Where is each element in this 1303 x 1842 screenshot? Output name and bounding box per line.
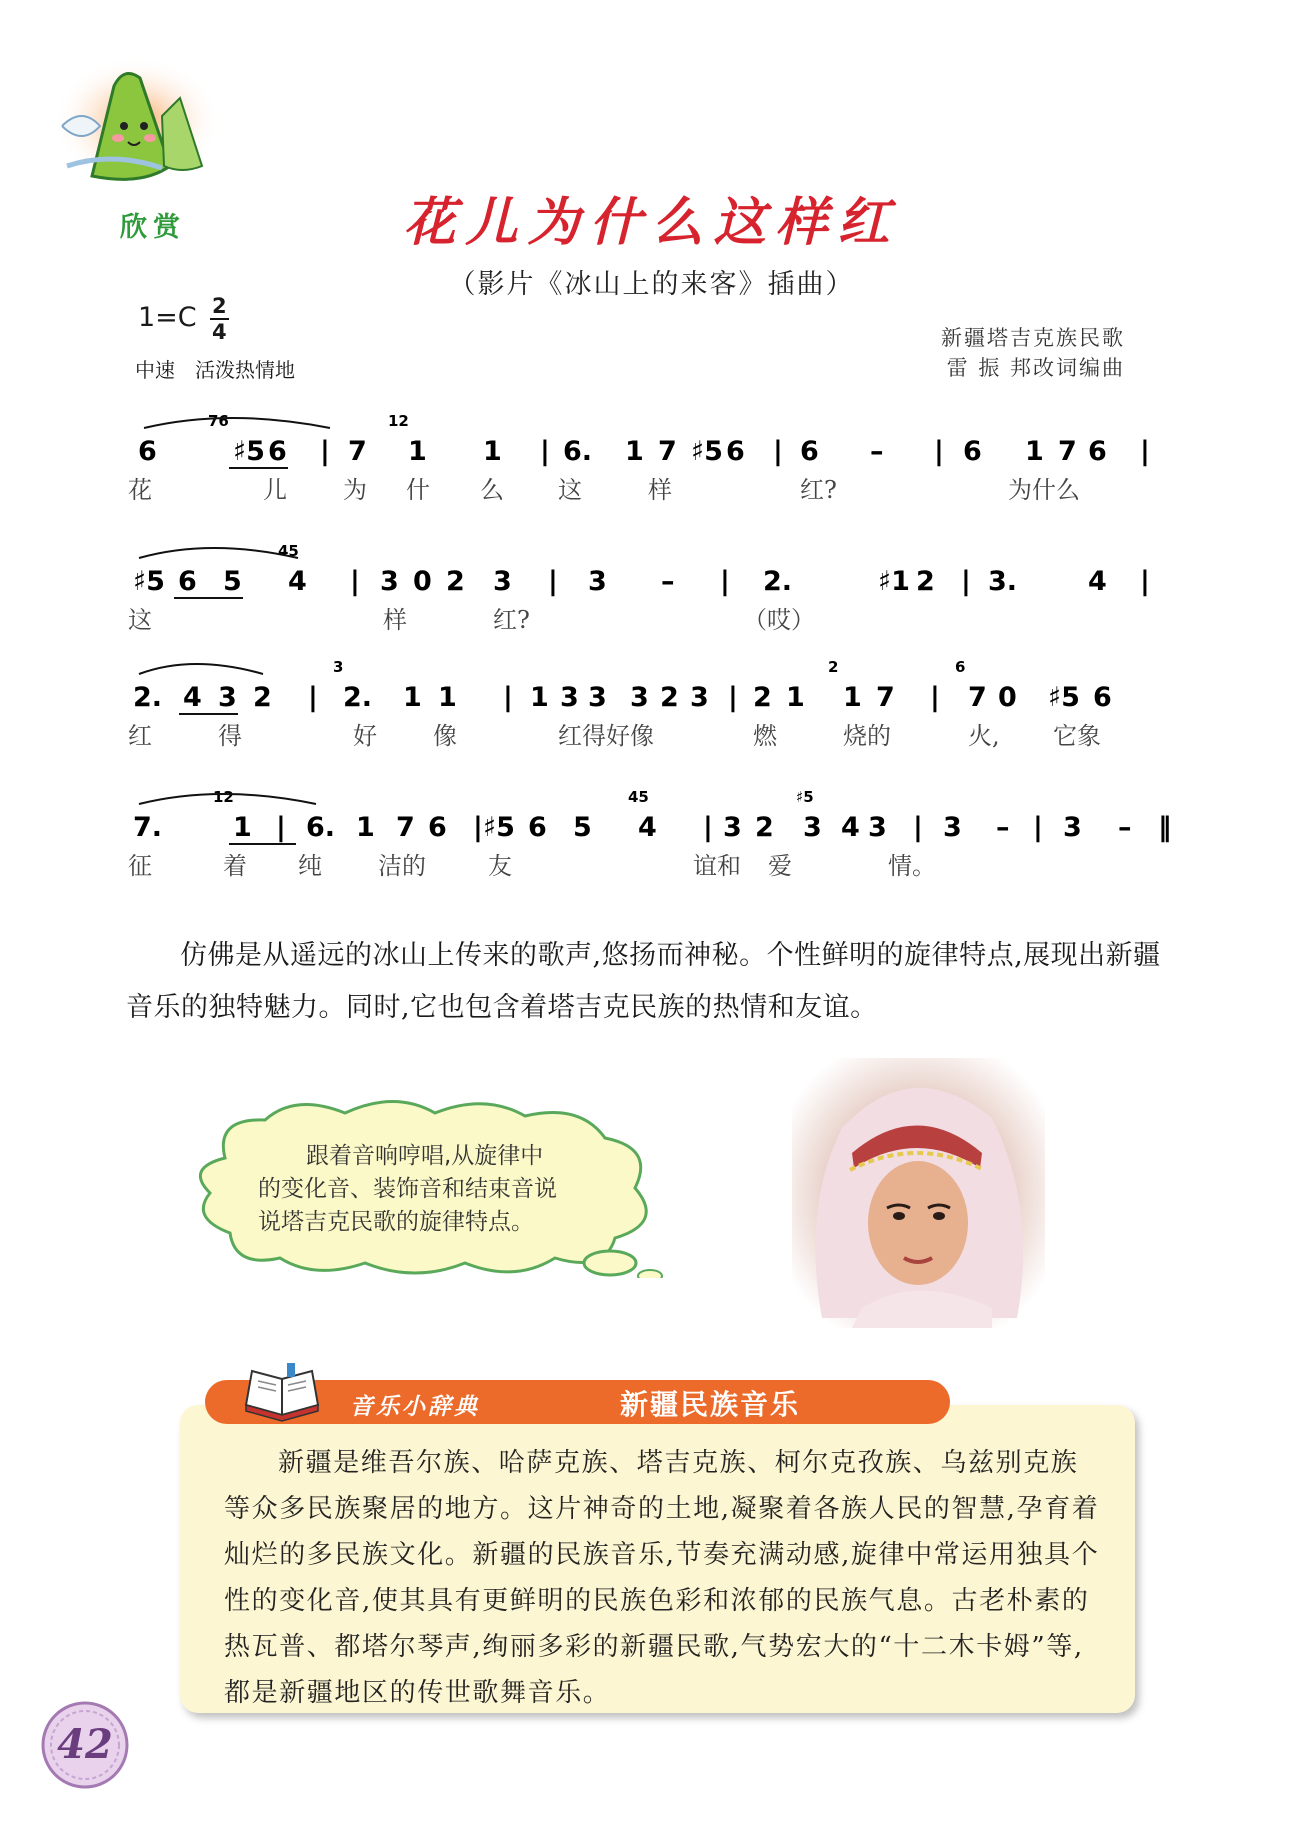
barline: | xyxy=(320,436,330,467)
note: 6 xyxy=(178,566,197,597)
barline: | xyxy=(473,812,483,843)
note: 4 xyxy=(1088,566,1107,597)
note: 6 xyxy=(138,436,157,467)
grace-note: 2 xyxy=(828,658,839,676)
note: 6. xyxy=(306,812,336,843)
grace-note: 76 xyxy=(208,412,229,430)
time-signature-bottom: 4 xyxy=(212,320,227,344)
note: 7 xyxy=(396,812,415,843)
note: 1 xyxy=(1025,436,1044,467)
note: 0 xyxy=(998,682,1017,713)
grace-note: 12 xyxy=(213,788,234,806)
lyric: 情。 xyxy=(888,852,936,880)
note: 2. xyxy=(133,682,163,713)
lyric: 样 xyxy=(383,606,407,634)
lyric: 么 xyxy=(480,476,504,504)
lyric: 好 xyxy=(353,722,377,750)
lyric: 这 xyxy=(128,606,152,634)
grace-note: 45 xyxy=(278,542,299,560)
note: 2. xyxy=(763,566,793,597)
barline: | xyxy=(350,566,360,597)
note: 3 xyxy=(868,812,887,843)
lyric: 火, xyxy=(968,722,1000,750)
lyric: 着 xyxy=(223,852,247,880)
note: 3 xyxy=(560,682,579,713)
note: 1 xyxy=(438,682,457,713)
note: 7 xyxy=(1058,436,1077,467)
note: 2. xyxy=(343,682,373,713)
grace-note: ♯5 xyxy=(796,788,814,806)
note: 3 xyxy=(380,566,399,597)
note: 3 xyxy=(723,812,742,843)
dictionary-label: 音乐小辞典 xyxy=(350,1393,480,1420)
note: 4 xyxy=(183,682,202,713)
barline: | xyxy=(1033,812,1043,843)
bubble-text xyxy=(258,1140,598,1239)
intro-paragraph: 仿佛是从遥远的冰山上传来的歌声,悠扬而神秘。个性鲜明的旋律特点,展现出新疆音乐的独特魅力。同时,它也包含着塔吉克民族的热情和友谊。 xyxy=(126,940,1161,1023)
note: 1 xyxy=(530,682,549,713)
note: 2 xyxy=(916,566,935,597)
grace-note: 45 xyxy=(628,788,649,806)
grace-note: 12 xyxy=(388,412,409,430)
note: 6 xyxy=(963,436,982,467)
lyric-line-3 xyxy=(128,716,1168,748)
lyric: 红 xyxy=(128,722,152,750)
note: – xyxy=(661,566,675,597)
note: 4 xyxy=(638,812,657,843)
barline: | xyxy=(1140,566,1150,597)
note: 7 xyxy=(876,682,895,713)
note: 7. xyxy=(133,812,163,843)
lyric: 样 xyxy=(648,476,672,504)
lyric: （哎） xyxy=(743,606,815,634)
note: 3 xyxy=(630,682,649,713)
mascot-mountain-icon xyxy=(52,56,222,196)
note: ♯5 xyxy=(1048,682,1080,713)
barline: | xyxy=(720,566,730,597)
note: 3 xyxy=(943,812,962,843)
barline: | xyxy=(961,566,971,597)
lyric-line-2 xyxy=(128,600,1168,632)
note: 3 xyxy=(588,682,607,713)
lyric: 为什么 xyxy=(1008,476,1080,504)
barline: | xyxy=(276,812,286,843)
note: 6 xyxy=(1088,436,1107,467)
lyric: 儿 xyxy=(263,476,287,504)
lyric: 什 xyxy=(406,476,430,504)
note: 6 xyxy=(800,436,819,467)
lyric-line-4 xyxy=(128,846,1168,878)
note: 3 xyxy=(690,682,709,713)
note: 2 xyxy=(660,682,679,713)
barline: | xyxy=(308,682,318,713)
page-title: 花儿为什么这样红 xyxy=(403,192,900,253)
lyric: 爱 xyxy=(768,852,792,880)
lyric: 友 xyxy=(488,852,512,880)
tajik-woman-photo xyxy=(792,1058,1045,1328)
note: 2 xyxy=(755,812,774,843)
lyric: 燃 xyxy=(753,722,777,750)
bubble-line-3: 说塔吉克民歌的旋律特点。 xyxy=(258,1209,534,1235)
slur xyxy=(144,418,330,428)
note: 1 xyxy=(356,812,375,843)
lyric: 为 xyxy=(343,476,367,504)
time-signature-top: 2 xyxy=(212,294,227,318)
barline: | xyxy=(728,682,738,713)
note: ♯5 xyxy=(133,566,165,597)
note: 4 xyxy=(288,566,307,597)
note: 1 xyxy=(786,682,805,713)
lyric: 像 xyxy=(433,722,457,750)
note: 1 xyxy=(403,682,422,713)
barline: | xyxy=(503,682,513,713)
lyric: 它象 xyxy=(1053,722,1101,750)
note: 3 xyxy=(1063,812,1082,843)
note: 1 xyxy=(483,436,502,467)
lyric: 征 xyxy=(128,852,152,880)
barline: | xyxy=(548,566,558,597)
note: ♯5 xyxy=(691,436,723,467)
note: 0 xyxy=(413,566,432,597)
barline: | xyxy=(930,682,940,713)
note: 6 xyxy=(428,812,447,843)
note: 3 xyxy=(588,566,607,597)
barline: | xyxy=(913,812,923,843)
note: 5 xyxy=(223,566,242,597)
note: 1 xyxy=(843,682,862,713)
grace-note: 3 xyxy=(333,658,344,676)
grace-note: 6 xyxy=(955,658,966,676)
note: 3 xyxy=(493,566,512,597)
note: 2 xyxy=(446,566,465,597)
note: 6 xyxy=(726,436,745,467)
lyric: 得 xyxy=(218,722,242,750)
note: 4 xyxy=(841,812,860,843)
barline: | xyxy=(703,812,713,843)
dictionary-title: 新疆民族音乐 xyxy=(620,1388,801,1421)
lyric: 纯 xyxy=(298,852,322,880)
note: – xyxy=(996,812,1010,843)
book-icon xyxy=(242,1357,322,1423)
lyric: 红得好像 xyxy=(558,722,654,750)
note: 6. xyxy=(563,436,593,467)
lyric: 洁的 xyxy=(378,852,426,880)
slur xyxy=(139,664,263,674)
song-origin: 新疆塔吉克族民歌 xyxy=(941,326,1125,350)
lyric-line-1 xyxy=(128,470,1168,502)
lyric: 烧的 xyxy=(843,722,891,750)
note: 6 xyxy=(1093,682,1112,713)
note: 7 xyxy=(348,436,367,467)
barline: ‖ xyxy=(1158,812,1172,843)
barline: | xyxy=(540,436,550,467)
lyric: 谊和 xyxy=(693,852,741,880)
note: – xyxy=(870,436,884,467)
note: 1 xyxy=(408,436,427,467)
note: 3 xyxy=(803,812,822,843)
note: – xyxy=(1118,812,1132,843)
note: 7 xyxy=(968,682,987,713)
note: 6 xyxy=(528,812,547,843)
note: 1 xyxy=(625,436,644,467)
slur xyxy=(139,548,298,558)
section-label: 欣赏 xyxy=(120,212,186,243)
song-arranger: 雷 振 邦改词编曲 xyxy=(946,356,1125,380)
bubble-line-1: 跟着音响哼唱,从旋律中 xyxy=(306,1143,544,1169)
lyric: 红? xyxy=(493,606,530,634)
note: 3 xyxy=(218,682,237,713)
lyric: 花 xyxy=(128,476,152,504)
note: ♯5 xyxy=(483,812,515,843)
tempo-marking: 中速 活泼热情地 xyxy=(135,358,295,382)
bubble-line-2: 的变化音、装饰音和结束音说 xyxy=(258,1176,557,1202)
dictionary-body: 新疆是维吾尔族、哈萨克族、塔吉克族、柯尔克孜族、乌兹别克族等众多民族聚居的地方。这片神奇的土地,凝聚着各族人民的智慧,孕育着灿烂的多民族文化。新疆的民族音乐,节奏充满动感,旋律中常运用独具个性的变化音,使其具有更鲜明的民族色彩和浓郁的民族气息。古老朴素的热瓦普、都塔尔琴声,绚丽多彩的新疆民歌,气势宏大的“十二木卡姆”等,都是新疆地区的传世歌舞音乐。 xyxy=(224,1448,1100,1708)
note: 3. xyxy=(988,566,1018,597)
barline: | xyxy=(773,436,783,467)
note: 7 xyxy=(658,436,677,467)
lyric: 这 xyxy=(558,476,582,504)
note: 1 xyxy=(233,812,252,843)
note: 2 xyxy=(753,682,772,713)
note: ♯1 xyxy=(878,566,910,597)
note: 5 xyxy=(573,812,592,843)
barline: | xyxy=(1140,436,1150,467)
note: 6 xyxy=(268,436,287,467)
key-signature: 1=C xyxy=(138,302,197,333)
note: ♯5 xyxy=(233,436,265,467)
page-number: 42 xyxy=(57,1721,113,1768)
note: 2 xyxy=(253,682,272,713)
barline: | xyxy=(934,436,944,467)
lyric: 红? xyxy=(800,476,837,504)
page-subtitle: （影片《冰山上的来客》插曲） xyxy=(448,269,855,300)
time-signature xyxy=(210,294,229,344)
